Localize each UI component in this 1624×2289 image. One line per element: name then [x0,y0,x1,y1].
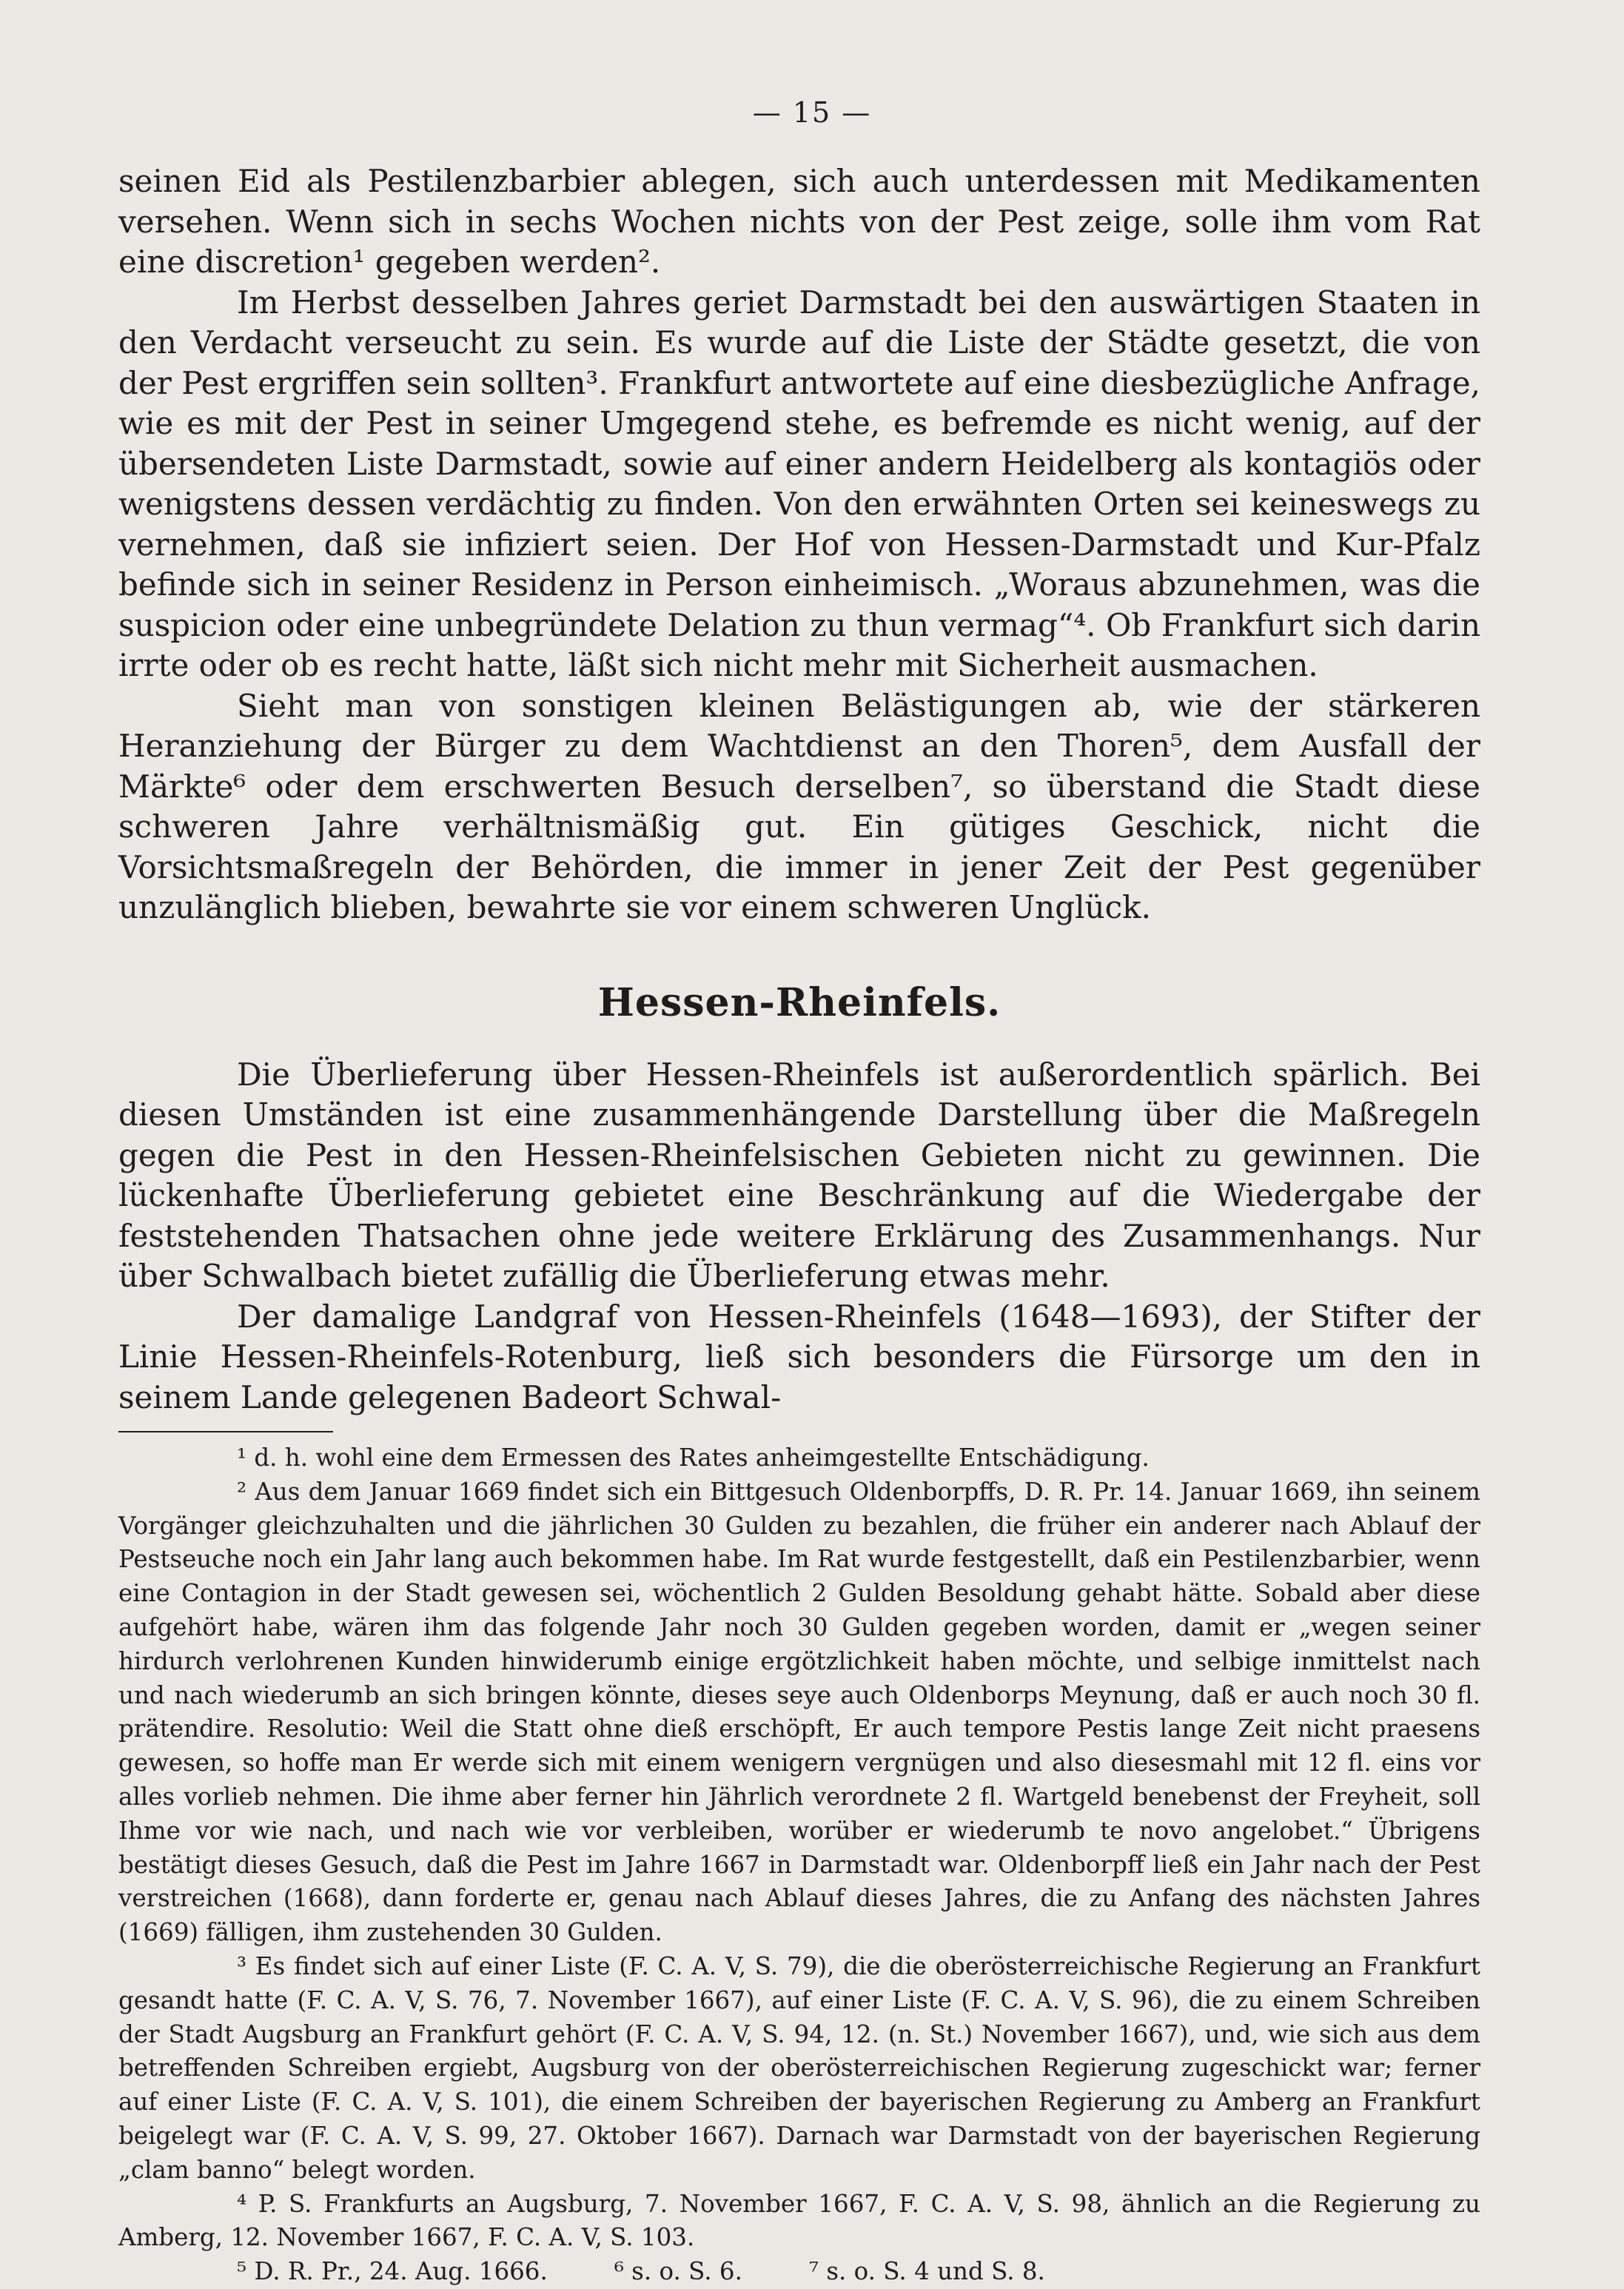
section-title: Hessen-Rheinfels. [597,979,1001,1025]
paragraph: Sieht man von sonstigen kleinen Belästigungen ab, wie der stärkeren Heranziehung der Bürger zu dem Wachtdienst an den Thoren⁵, dem Ausfall der Märkte⁶ oder dem erschwerten Besuch derselben⁷, so überstand die Stadt diese schweren Jahre verhältnismäßig gut. Ein gütiges Geschick, nicht die Vorsichtsmaßregeln der Behörden, die immer in jener Zeit der Pest gegenüber unzulänglich blieben, bewahrte sie vor einem schweren Unglück. [118,687,1480,925]
paragraph: Die Überlieferung über Hessen-Rheinfels ist außerordentlich spärlich. Bei diesen Umständen ist eine zusammenhängende Darstellung über die Maßregeln gegen die Pest in den Hessen-Rheinfelsischen Gebieten nicht zu gewinnen. Die lückenhafte Überlieferung gebietet eine Beschränkung auf die Wiedergabe der feststehenden Thatsachen ohne jede weitere Erklärung des Zusammenhangs. Nur über Schwalbach bietet zufällig die Überlieferung etwas mehr. [118,1056,1480,1294]
footnote-line [118,2255,1480,2289]
paragraph: seinen Eid als Pestilenzbarbier ablegen, sich auch unterdessen mit Medikamenten versehen. Wenn sich in sechs Wochen nichts von der Pest zeige, solle ihm vom Rat eine discretion¹ gegeben werden². [118,163,1480,280]
footnote: ² Aus dem Januar 1669 findet sich ein Bittgesuch Oldenborpffs, D. R. Pr. 14. Januar 1669, ihn seinem Vorgänger gleichzuhalten und die jährlichen 30 Gulden zu bezahlen, die früher ein anderer nach Ablauf der Pestseuche noch ein Jahr lang auch bekommen habe. Im Rat wurde festgestellt, daß ein Pestilenzbarbier, wenn eine Contagion in der Stadt gewesen sei, wöchentlich 2 Gulden Besoldung gehabt hätte. Sobald aber diese aufgehört habe, wären ihm das folgende Jahr noch 30 Gulden gegeben worden, damit er „wegen seiner hirdurch verlohrenen Kunden hinwiderumb einige ergötzlichkeit haben möchte, und selbige inmittelst nach und nach wiederumb an sich bringen könnte, dieses seye auch Oldenborps Meynung, daß er auch noch 30 fl. prätendire. Resolutio: Weil die Statt ohne dieß erschöpft, Er auch tempore Pestis lange Zeit nicht praesens gewesen, so hoffe man Er werde sich mit einem wenigern vergnügen und also diesesmahl mit 12 fl. eins vor alles vorlieb nehmen. Die ihme aber ferner hin Jährlich verordnete 2 fl. Wartgeld benebenst der Freyheit, soll Ihme vor wie nach, und nach wie vor verbleiben, worüber er wiederumb te novo angelobet.“ Übrigens bestätigt dieses Gesuch, daß die Pest im Jahre 1667 in Darmstadt war. Oldenborpff ließ ein Jahr nach der Pest verstreichen (1668), dann forderte er, genau nach Ablauf dieses Jahres, die zu Anfang des nächsten Jahres (1669) fälligen, ihm zustehenden 30 Gulden. [118,1477,1480,1947]
footnote-6: ⁶ s. o. S. 6. [614,2257,742,2286]
footnote-divider [118,1431,333,1432]
page-number: — 15 — [752,96,872,129]
paragraph: Im Herbst desselben Jahres geriet Darmstadt bei den auswärtigen Staaten in den Verdacht verseucht zu sein. Es wurde auf die Liste der Städte gesetzt, die von der Pest ergriffen sein sollten³. Frankfurt antwortete auf eine diesbezügliche Anfrage, wie es mit der Pest in seiner Umgegend stehe, es befremde es nicht wenig, auf der übersendeten Liste Darmstadt, sowie auf einer andern Heidelberg als kontagiös oder wenigstens dessen verdächtig zu finden. Von den erwähnten Orten sei keineswegs zu vernehmen, daß sie infiziert seien. Der Hof von Hessen-Darmstadt und Kur-Pfalz befinde sich in seiner Residenz in Person einheimisch. „Woraus abzunehmen, was die suspicion oder eine unbegründete Delation zu thun vermag“⁴. Ob Frankfurt sich darin irrte oder ob es recht hatte, läßt sich nicht mehr mit Sicherheit ausmachen. [118,284,1480,683]
footnote: ³ Es findet sich auf einer Liste (F. C. A. V, S. 79), die die oberösterreichische Regierung an Frankfurt gesandt hatte (F. C. A. V, S. 76, 7. November 1667), auf einer Liste (F. C. A. V, S. 96), die zu einem Schreiben der Stadt Augsburg an Frankfurt gehört (F. C. A. V, S. 94, 12. (n. St.) November 1667), und, wie sich aus dem betreffenden Schreiben ergiebt, Augsburg von der oberösterreichischen Regierung zugeschickt war; ferner auf einer Liste (F. C. A. V, S. 101), die einem Schreiben der bayerischen Regierung zu Amberg an Frankfurt beigelegt war (F. C. A. V, S. 99, 27. Oktober 1667). Darnach war Darmstadt von der bayerischen Regierung „clam banno“ belegt worden. [118,1951,1480,2184]
paragraph: Der damalige Landgraf von Hessen-Rheinfels (1648—1693), der Stifter der Linie Hessen-Rheinfels-Rotenburg, ließ sich besonders die Fürsorge um den in seinem Lande gelegenen Badeort Schwal- [118,1298,1480,1415]
body-text [118,161,1480,2289]
footnote: ¹ d. h. wohl eine dem Ermessen des Rates anheimgestellte Entschädigung. [237,1444,1150,1472]
footnote: ⁴ P. S. Frankfurts an Augsburg, 7. November 1667, F. C. A. V, S. 98, ähnlich an die Regierung zu Amberg, 12. November 1667, F. C. A. V, S. 103. [118,2189,1480,2252]
footnote-7: ⁷ s. o. S. 4 und S. 8. [808,2257,1045,2286]
footnote-5: ⁵ D. R. Pr., 24. Aug. 1666. [237,2257,548,2286]
footnotes [118,1441,1480,2289]
